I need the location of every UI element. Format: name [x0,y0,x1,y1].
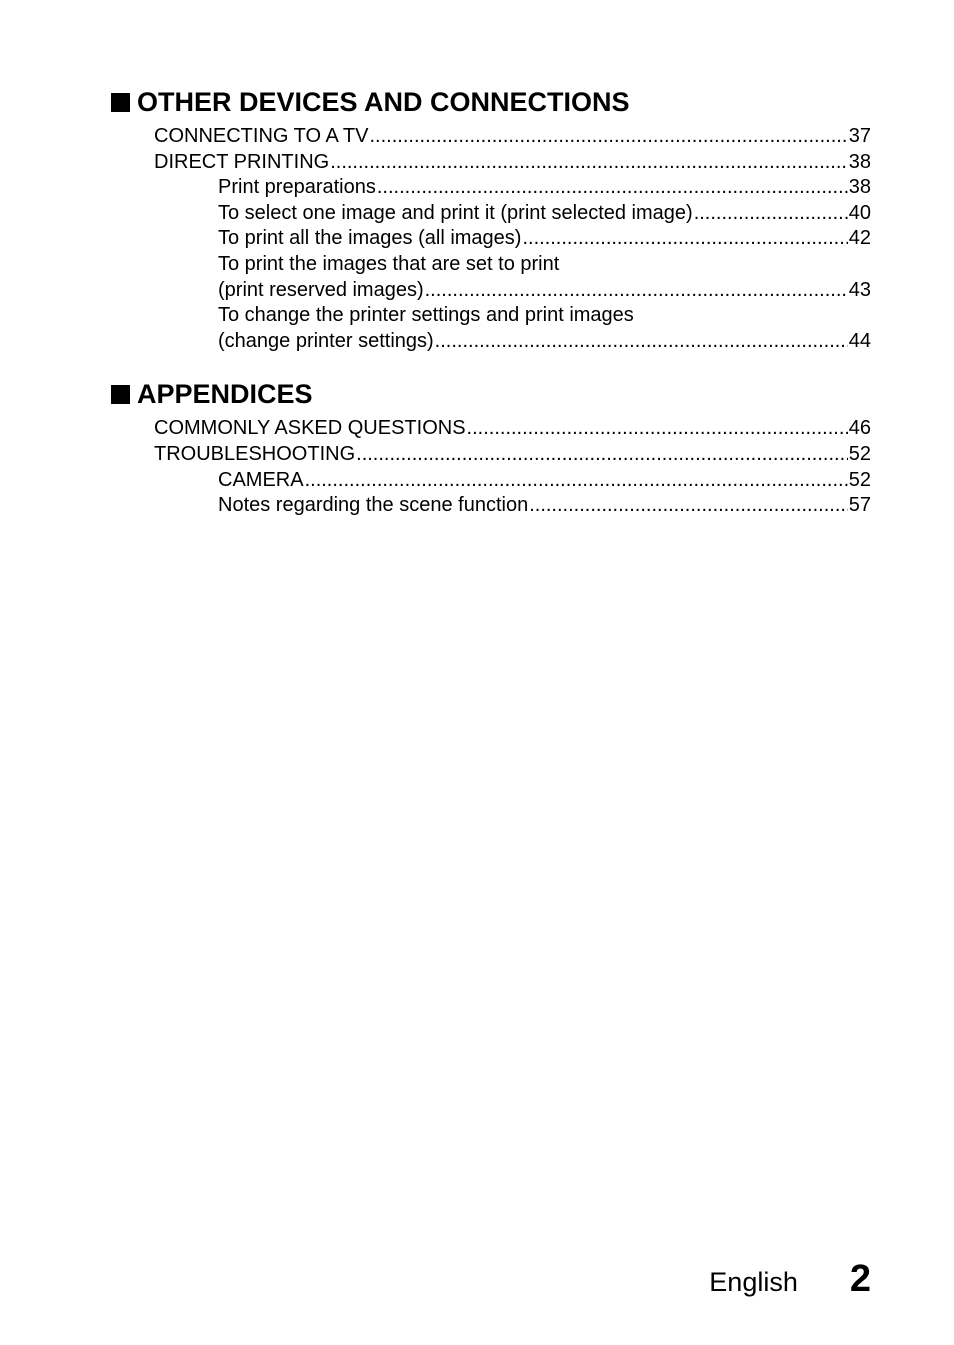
toc-entry-label-line1: To change the printer settings and print images [218,304,634,327]
toc-entry-page: 52 [848,442,871,465]
toc-entry-line2 [218,329,871,355]
dot-leader [330,150,848,176]
toc-entry-print-preparations[interactable] [218,175,871,201]
toc-entry-label: Print preparations [218,176,376,199]
toc-entry-commonly-asked-questions[interactable] [154,416,871,442]
toc-entry-page: 40 [848,201,871,224]
toc-entry-label: Notes regarding the scene function [218,494,529,517]
toc-entry-page: 44 [848,329,871,352]
toc-entry-label: (print reserved images) [218,278,424,301]
section-heading [111,86,871,118]
dot-leader [370,124,848,150]
dot-leader [435,329,848,355]
section-other-devices [111,86,871,354]
dot-leader [467,416,848,442]
dot-leader [522,226,847,252]
page-footer [709,1258,871,1301]
dot-leader [377,175,848,201]
toc-entry-direct-printing[interactable] [154,150,871,176]
dot-leader [305,468,848,494]
toc-entry-label: TROUBLESHOOTING [154,442,356,465]
section-heading-text: APPENDICES [137,379,313,410]
toc-entry-page: 38 [848,176,871,199]
table-of-contents [111,86,871,543]
toc-entry-label: CAMERA [218,468,304,491]
toc-entry-label: (change printer settings) [218,329,434,352]
dot-leader [529,493,848,519]
toc-entry-label: COMMONLY ASKED QUESTIONS [154,417,466,440]
square-bullet-icon [111,93,130,112]
dot-leader [694,201,848,227]
toc-entry-label: CONNECTING TO A TV [154,125,369,147]
toc-entry-page: 46 [848,417,871,440]
toc-entry-page: 52 [848,468,871,491]
section-appendices [111,378,871,518]
toc-entry-print-selected-image[interactable] [218,201,871,227]
toc-entry-label: DIRECT PRINTING [154,150,330,173]
toc-entry-label-line1: To print the images that are set to print [218,252,560,275]
section-heading-text: OTHER DEVICES AND CONNECTIONS [137,87,630,117]
footer-language: English [709,1267,798,1297]
toc-entry-camera[interactable] [218,468,871,494]
toc-entry-label: To select one image and print it (print selected image) [218,201,693,224]
toc-entry-print-all-images[interactable] [218,226,871,252]
toc-entry-page: 57 [848,494,871,517]
dot-leader [425,278,848,304]
toc-entry-page: 42 [848,227,871,250]
toc-entry-page: 43 [848,278,871,301]
section-heading [111,378,871,410]
toc-entry-print-reserved-images[interactable] [218,252,871,303]
footer-page-number: 2 [849,1258,871,1300]
square-bullet-icon [111,385,130,404]
toc-entry-connecting-tv[interactable] [154,124,871,150]
toc-entry-page: 38 [848,150,871,173]
toc-entry-line2 [218,278,871,304]
toc-entry-scene-function-notes[interactable] [218,493,871,519]
toc-entry-change-printer-settings[interactable] [218,303,871,354]
toc-entry-page: 37 [848,125,871,147]
toc-entry-label: To print all the images (all images) [218,227,522,250]
toc-entry-troubleshooting[interactable] [154,442,871,468]
dot-leader [356,442,848,468]
